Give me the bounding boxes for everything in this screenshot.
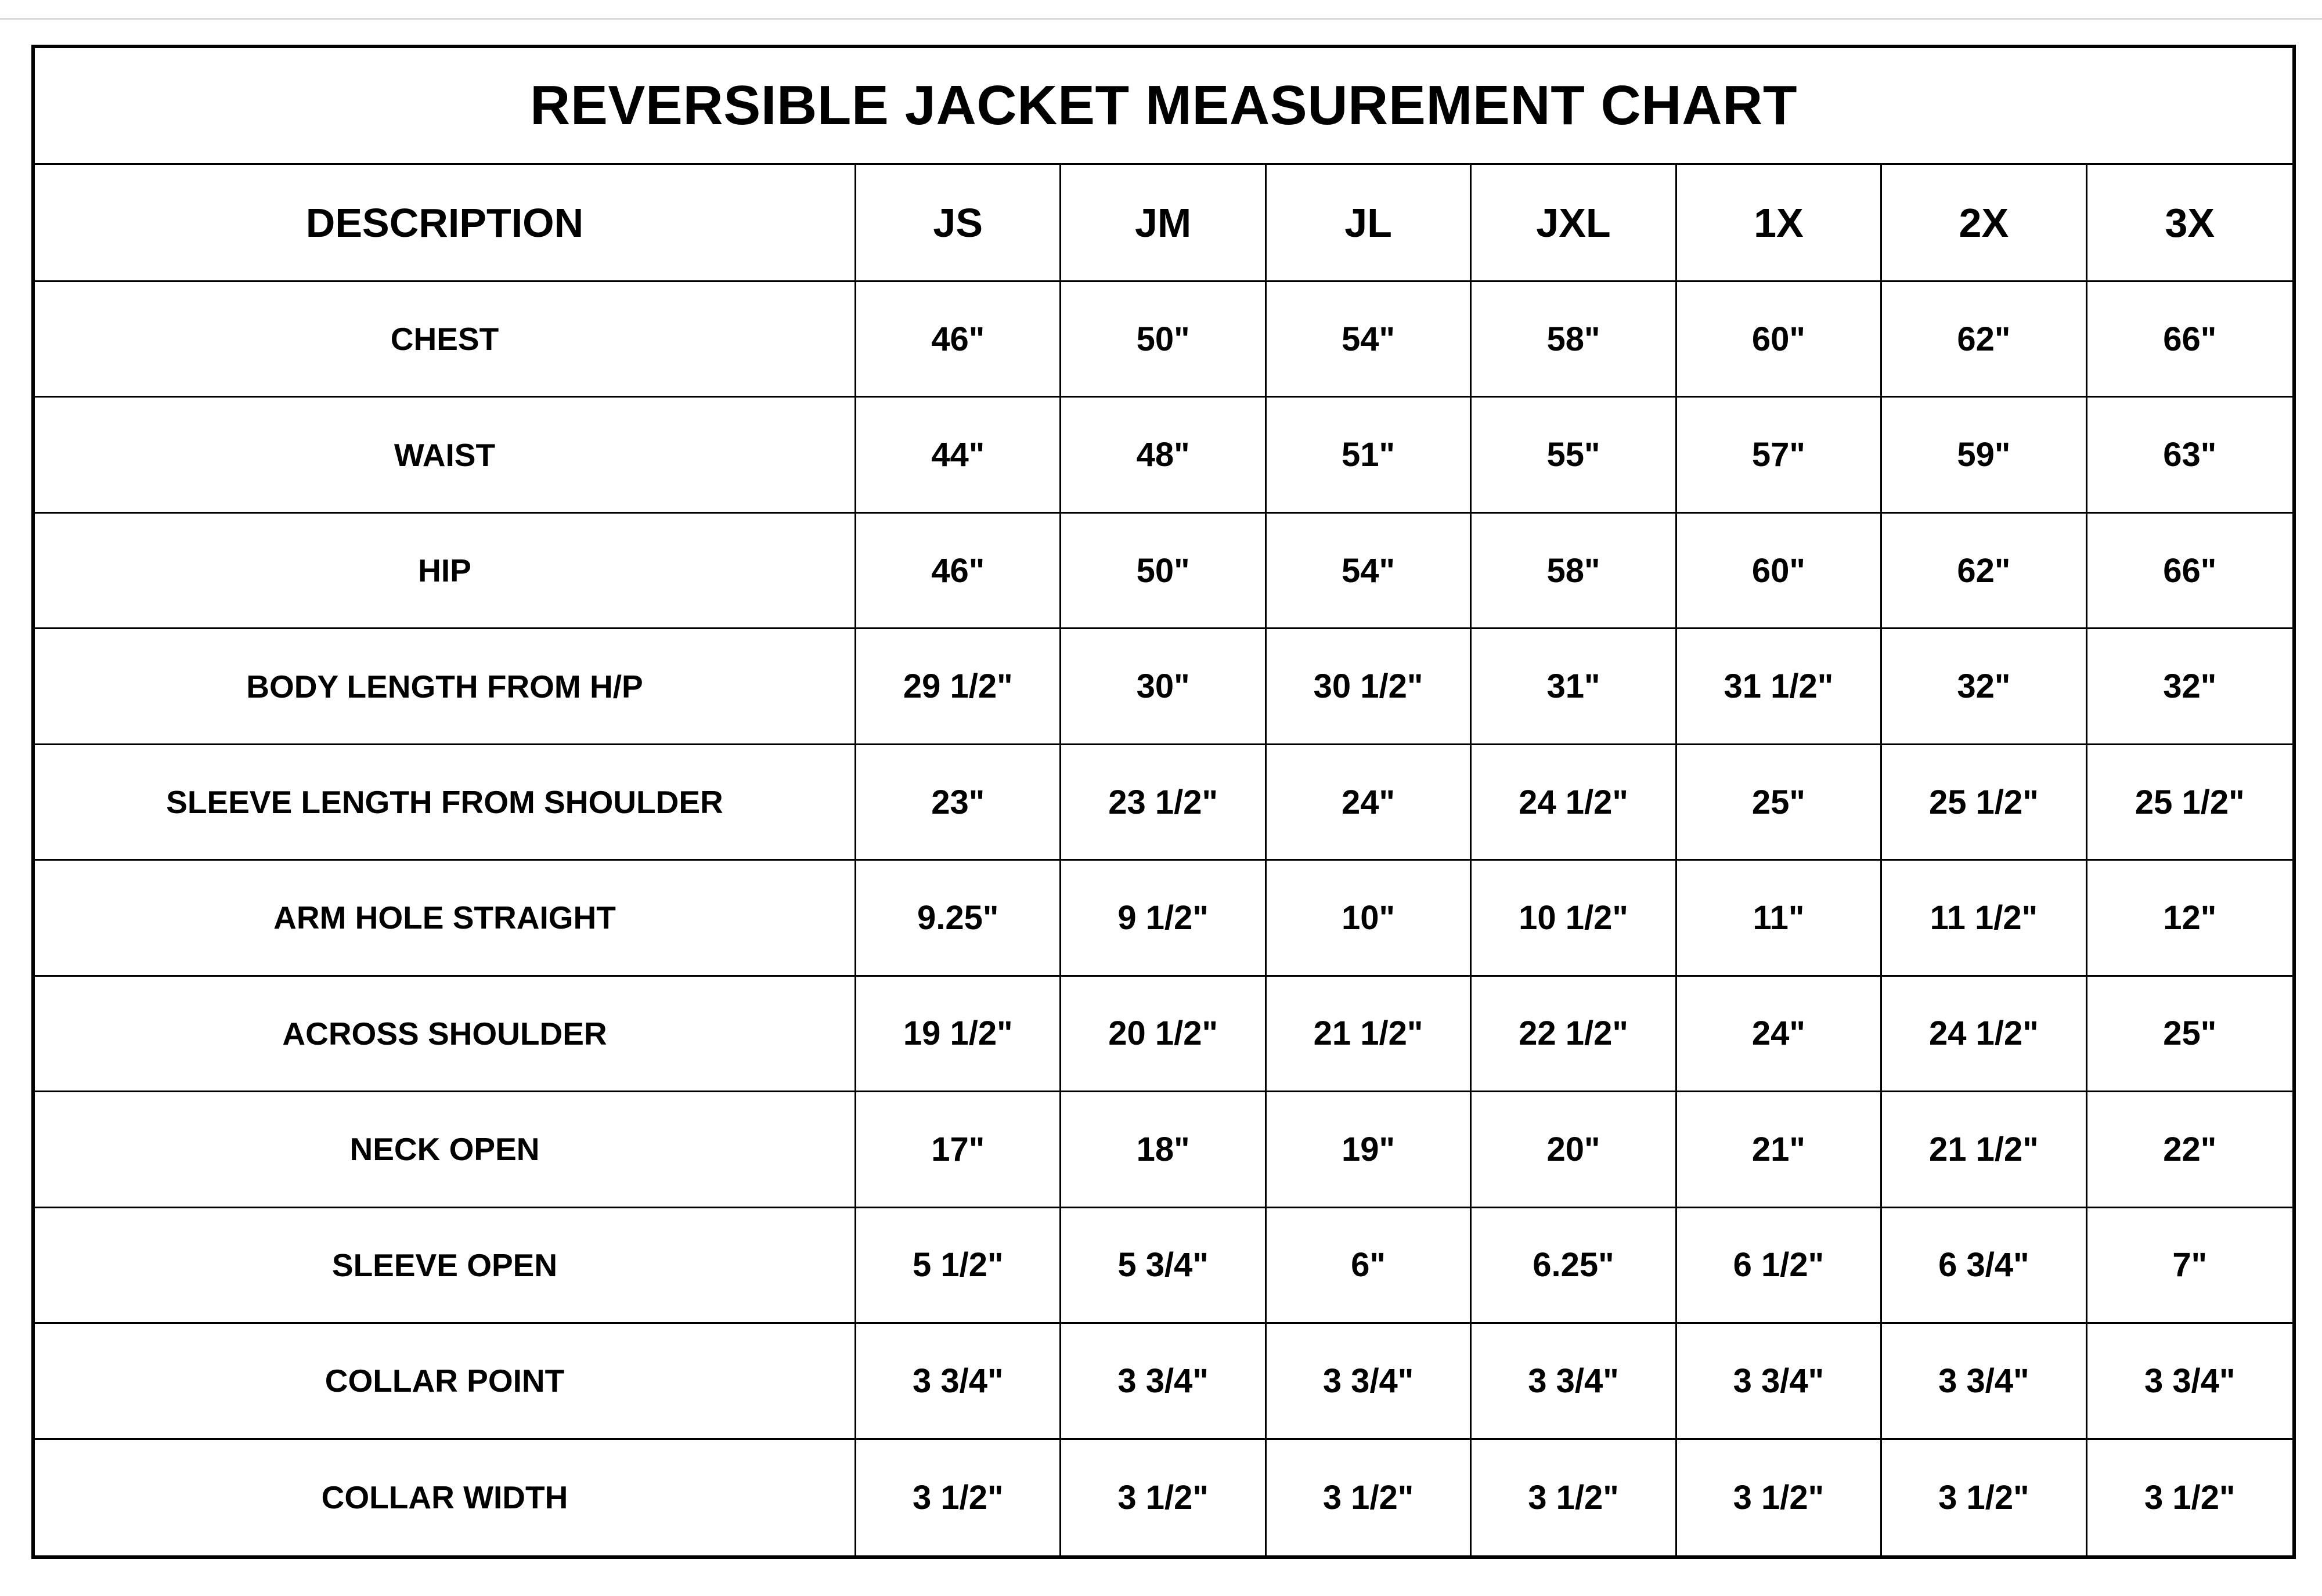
measurement-cell: 22 1/2" [1472,977,1676,1092]
measurement-cell: 24 1/2" [1882,977,2087,1092]
measurement-cell: 6 3/4" [1882,1208,2087,1324]
row-label: COLLAR POINT [35,1324,856,1439]
measurement-cell: 31 1/2" [1677,629,1882,745]
measurement-cell: 6 1/2" [1677,1208,1882,1324]
measurement-cell: 3 1/2" [856,1440,1061,1555]
measurement-cell: 17" [856,1092,1061,1208]
measurement-cell: 59" [1882,398,2087,513]
measurement-cell: 9 1/2" [1061,861,1266,976]
measurement-cell: 3 3/4" [1061,1324,1266,1439]
measurement-chart-table [31,45,2296,1559]
column-header-3x: 3X [2087,165,2292,282]
measurement-cell: 50" [1061,282,1266,398]
measurement-cell: 7" [2087,1208,2292,1324]
measurement-cell: 58" [1472,282,1676,398]
column-header-jm: JM [1061,165,1266,282]
row-label: CHEST [35,282,856,398]
measurement-cell: 3 3/4" [856,1324,1061,1439]
measurement-cell: 30 1/2" [1267,629,1472,745]
measurement-cell: 21 1/2" [1267,977,1472,1092]
row-label: BODY LENGTH FROM H/P [35,629,856,745]
measurement-cell: 3 3/4" [1677,1324,1882,1439]
measurement-cell: 3 3/4" [2087,1324,2292,1439]
measurement-cell: 21" [1677,1092,1882,1208]
measurement-cell: 46" [856,282,1061,398]
row-label: ACROSS SHOULDER [35,977,856,1092]
measurement-cell: 20" [1472,1092,1676,1208]
measurement-cell: 3 3/4" [1882,1324,2087,1439]
measurement-cell: 66" [2087,282,2292,398]
measurement-cell: 25 1/2" [1882,745,2087,861]
measurement-cell: 31" [1472,629,1676,745]
measurement-cell: 62" [1882,514,2087,629]
measurement-cell: 23 1/2" [1061,745,1266,861]
measurement-cell: 60" [1677,514,1882,629]
measurement-cell: 44" [856,398,1061,513]
measurement-cell: 3 1/2" [1677,1440,1882,1555]
measurement-cell: 11" [1677,861,1882,976]
row-label: SLEEVE OPEN [35,1208,856,1324]
measurement-cell: 6.25" [1472,1208,1676,1324]
measurement-cell: 5 3/4" [1061,1208,1266,1324]
measurement-cell: 63" [2087,398,2292,513]
measurement-cell: 32" [1882,629,2087,745]
column-header-2x: 2X [1882,165,2087,282]
measurement-cell: 3 1/2" [1061,1440,1266,1555]
column-header-jl: JL [1267,165,1472,282]
measurement-cell: 25" [1677,745,1882,861]
row-label: ARM HOLE STRAIGHT [35,861,856,976]
measurement-cell: 6" [1267,1208,1472,1324]
measurement-cell: 54" [1267,282,1472,398]
measurement-cell: 22" [2087,1092,2292,1208]
measurement-cell: 20 1/2" [1061,977,1266,1092]
measurement-cell: 19 1/2" [856,977,1061,1092]
measurement-cell: 46" [856,514,1061,629]
row-label: SLEEVE LENGTH FROM SHOULDER [35,745,856,861]
measurement-cell: 21 1/2" [1882,1092,2087,1208]
measurement-cell: 50" [1061,514,1266,629]
measurement-cell: 55" [1472,398,1676,513]
measurement-cell: 48" [1061,398,1266,513]
measurement-cell: 29 1/2" [856,629,1061,745]
measurement-cell: 19" [1267,1092,1472,1208]
measurement-cell: 5 1/2" [856,1208,1061,1324]
measurement-cell: 54" [1267,514,1472,629]
measurement-cell: 3 1/2" [1882,1440,2087,1555]
measurement-cell: 3 1/2" [1472,1440,1676,1555]
column-header-description: DESCRIPTION [35,165,856,282]
top-divider-line [0,18,2322,20]
row-label: WAIST [35,398,856,513]
measurement-cell: 10 1/2" [1472,861,1676,976]
measurement-cell: 24" [1267,745,1472,861]
row-label: NECK OPEN [35,1092,856,1208]
measurement-cell: 30" [1061,629,1266,745]
row-label: HIP [35,514,856,629]
measurement-cell: 11 1/2" [1882,861,2087,976]
chart-title: REVERSIBLE JACKET MEASUREMENT CHART [35,48,2292,165]
measurement-cell: 12" [2087,861,2292,976]
measurement-cell: 10" [1267,861,1472,976]
measurement-cell: 32" [2087,629,2292,745]
measurement-cell: 57" [1677,398,1882,513]
measurement-cell: 66" [2087,514,2292,629]
measurement-cell: 23" [856,745,1061,861]
column-header-js: JS [856,165,1061,282]
measurement-cell: 25 1/2" [2087,745,2292,861]
column-header-jxl: JXL [1472,165,1676,282]
measurement-cell: 24" [1677,977,1882,1092]
measurement-cell: 24 1/2" [1472,745,1676,861]
measurement-cell: 60" [1677,282,1882,398]
measurement-cell: 9.25" [856,861,1061,976]
column-header-1x: 1X [1677,165,1882,282]
measurement-cell: 58" [1472,514,1676,629]
measurement-cell: 3 1/2" [2144,1478,2236,1516]
measurement-cell: 18" [1061,1092,1266,1208]
measurement-cell: 51" [1267,398,1472,513]
row-label: COLLAR WIDTH [35,1440,856,1555]
measurement-cell: 3 3/4" [1267,1324,1472,1439]
measurement-cell: 62" [1882,282,2087,398]
measurement-cell: 3 1/2" [1267,1440,1472,1555]
measurement-cell: 25" [2087,977,2292,1092]
measurement-cell: 3 3/4" [1472,1324,1676,1439]
